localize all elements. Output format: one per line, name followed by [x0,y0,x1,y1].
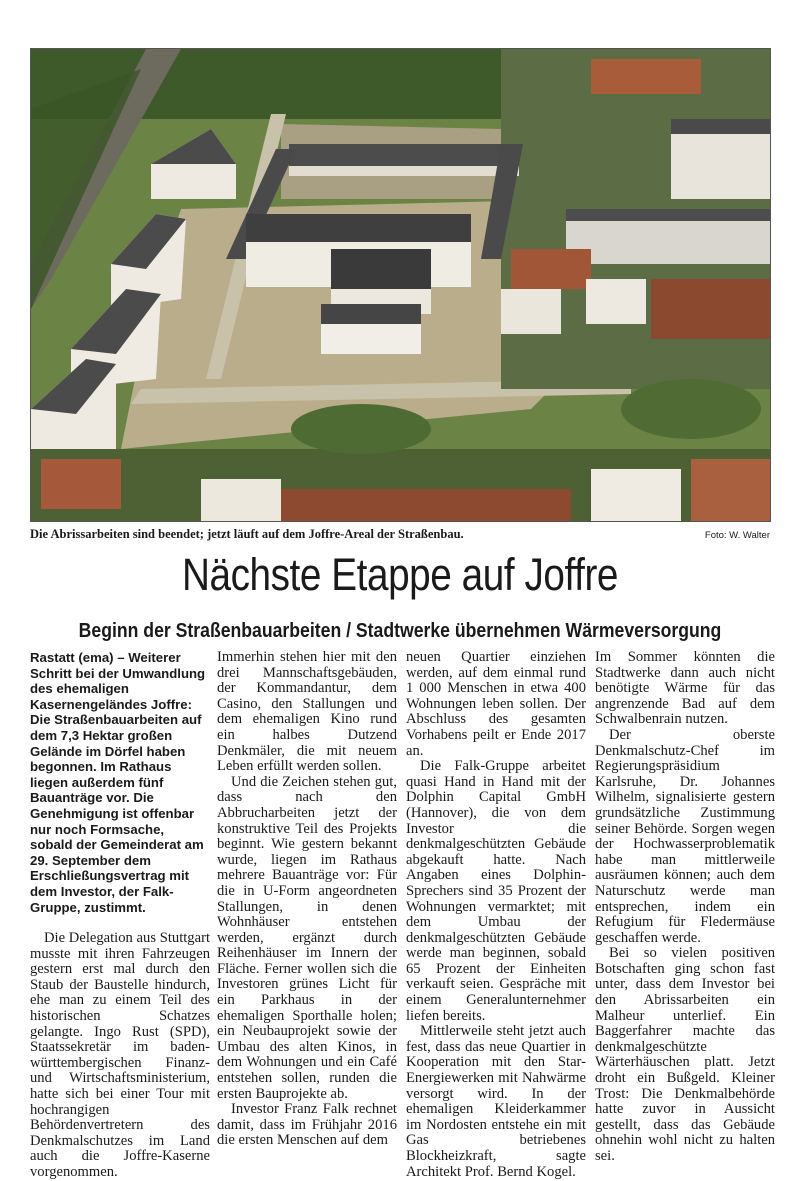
body-paragraph: Und die Zeichen stehen gut, dass nach den Abbrucharbeiten jetzt der konstruktive Teil des Projekts beginnt. Wie gestern bekannt wurde, liegen im Rathaus mehrere Bauanträge vor: Für die in U-Form angeordneten Stallungen, in denen Wohnhäuser entstehen werden, ergänzt durch Reihenhäuser im Innern der Fläche. Ferner wollen sich die Investoren grünes Licht für ein Parkhaus in der ehemaligen Sporthalle holen; ein Neubauprojekt sowie der Umbau des alten Kinos, in dem Wohnungen und ein Café entstehen sollen, runden die ersten Bauprojekte ab. [217,773,397,1102]
body-paragraph: Immerhin stehen hier mit den drei Mannschaftsgebäuden, der Kommandantur, dem Casino, den Stallungen und dem ehemaligen Kino rund ein halbes Dutzend Denkmäler, die mit neuem Leben erfüllt werden sollen. [217,649,397,775]
body-paragraph: Mittlerweile steht jetzt auch fest, dass das neue Quartier in Kooperation mit den Star-Energiewerken mit Nahwärme versorgt wird. In der ehemaligen Kleiderkammer im Nordosten entstehe ein mit Gas betriebenes Blockheizkraft, sagte Architekt Prof. Bernd Kogel. [406,1023,586,1180]
column-3 [406,650,586,1180]
body-paragraph: Bei so vielen positiven Botschaften ging schon fast unter, dass dem Investor bei den Abrissarbeiten ein Malheur unterlief. Ein Baggerfahrer machte das denkmalgeschützte Wärterhäuschen platt. Jetzt droht ein Bußgeld. Kleiner Trost: Die Denkmalbehörde hatte zuvor in Aussicht gestellt, dass das Gebäude ohnehin wohl nicht zu halten sei. [595,945,775,1164]
body-paragraph: Investor Franz Falk rechnet damit, dass im Frühjahr 2016 die ersten Menschen auf dem [217,1101,397,1149]
lead-paragraph: Rastatt (ema) – Weiterer Schritt bei der Umwandlung des ehemaligen Kasernengeländes Joffre: Die Straßenbauarbeiten auf dem 7,3 Hektar großen Gelände im Dörfel haben begonnen. Im Rathaus liegen außerdem fünf Bauanträge vor. Die Genehmigung ist offenbar nur noch Formsache, sobald der Gemeinderat am 29. September dem Erschließungsvertrag mit dem Investor, der Falk-Gruppe, zustimmt. [30,650,206,915]
body-paragraph: Im Sommer könnten die Stadtwerke dann auch nicht benötigte Wärme für das angrenzende Bad auf dem Schwalbenrain nutzen. [595,649,775,728]
column-4 [595,650,775,1165]
body-paragraph: neuen Quartier einziehen werden, auf dem einmal rund 1 000 Menschen in etwa 400 Wohnungen leben sollen. Der Abschluss des gesamten Vorhabens peilt er Ende 2017 an. [406,649,586,759]
column-1 [30,650,210,1181]
headline: Nächste Etappe auf Joffre [181,549,619,600]
aerial-photo-illustration [31,49,771,522]
caption-text: Die Abrissarbeiten sind beendet; jetzt läuft auf dem Joffre-Areal der Straßenbau. [30,527,464,541]
aerial-photo [30,48,771,522]
body-paragraph: Die Falk-Gruppe arbeitet quasi Hand in Hand mit der Dolphin Capital GmbH (Hannover), die von dem Investor die denkmalgeschützten Gebäude abgekauft hatte. Nach Angaben eines Dolphin-Sprechers sind 35 Prozent der Wohnungen vermarktet; mit dem Umbau der denkmalgeschützten Gebäude werde man beginnen, sobald 65 Prozent der Einheiten verkauft seien. Gespräche mit einem Generalunternehmer liefen bereits. [406,758,586,1024]
photo-credit: Foto: W. Walter [704,530,770,541]
column-2 [217,650,397,1149]
body-paragraph: Die Delegation aus Stuttgart musste mit ihren Fahrzeugen gestern erst mal durch den Staub der Baustelle hindurch, ehe man zu einem Teil des historischen Schatzes gelangte. Ingo Rust (SPD), Staatssekretär im baden-württembergischen Finanz- und Wirtschaftsministerium, hatte sich bei einer Tour mit hochrangigen Behördenvertretern des Denkmalschutzes im Land auch die Joffre-Kaserne vorgenommen. [30,930,210,1180]
photo-caption [30,527,772,543]
subheadline: Beginn der Straßenbauarbeiten / Stadtwerke übernehmen Wärmeversorgung [78,619,722,642]
body-paragraph: Der oberste Denkmalschutz-Chef im Regierungspräsidium Karlsruhe, Dr. Johannes Wilhelm, signalisierte gestern grundsätzliche Zustimmung seiner Behörde. Sorgen wegen der Hochwasserproblematik habe man mittlerweile ausräumen können; auch dem Naturschutz werde man entsprechen, indem ein Refugium für Fledermäuse geschaffen werde. [595,726,775,946]
